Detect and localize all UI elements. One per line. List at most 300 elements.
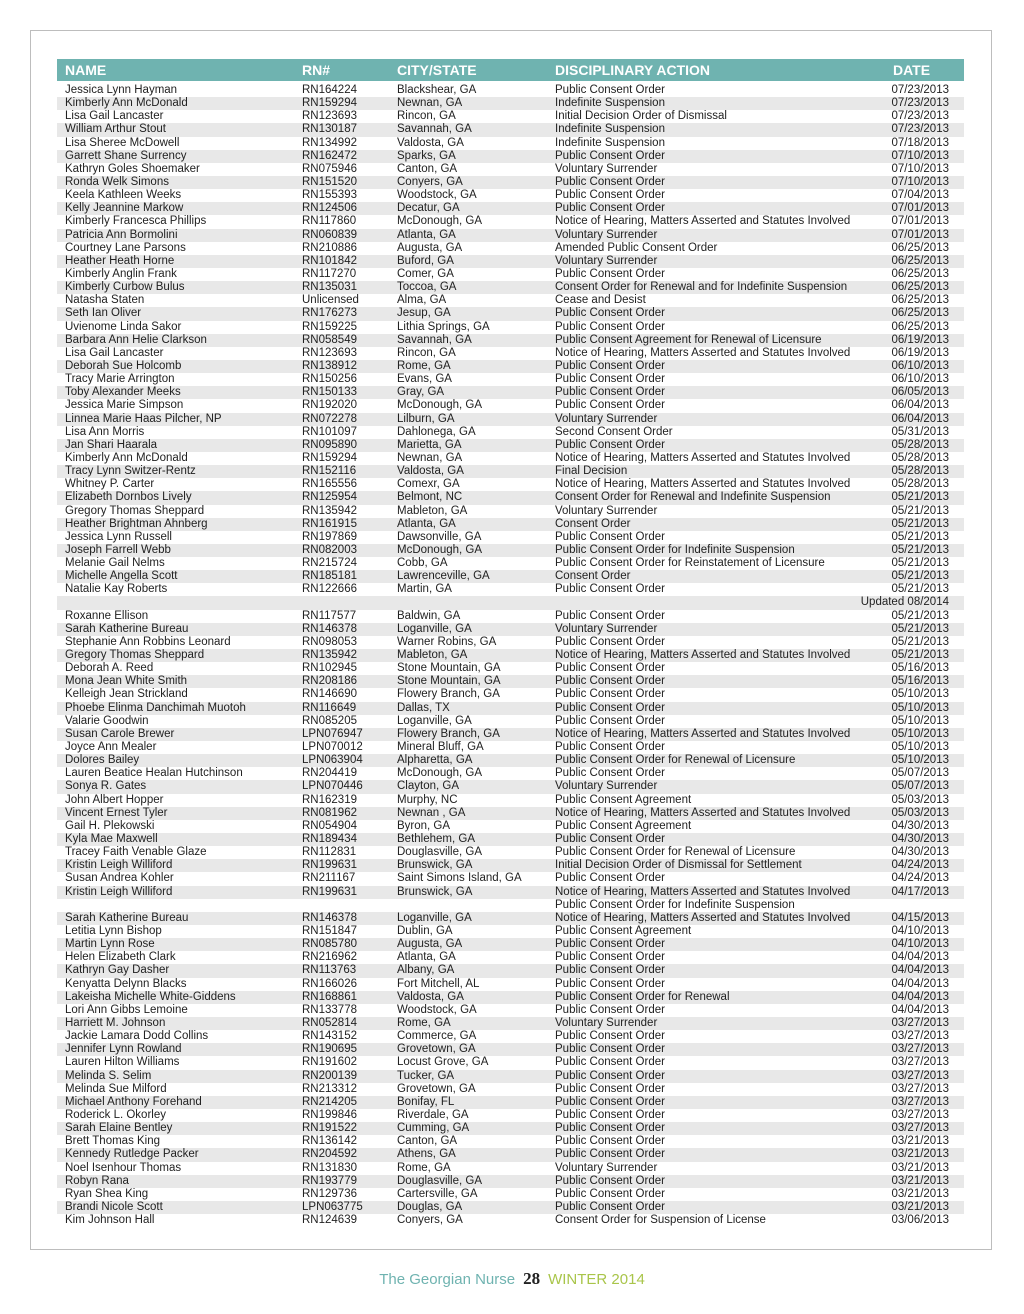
city-cell: Canton, GA xyxy=(397,1135,458,1148)
table-row xyxy=(57,307,964,320)
name-cell: Jackie Lamara Dodd Collins xyxy=(65,1030,209,1043)
name-cell: Melanie Gail Nelms xyxy=(65,557,165,570)
rn-cell: RN123693 xyxy=(302,346,357,359)
city-cell: Flowery Branch, GA xyxy=(397,727,500,740)
name-cell: Phoebe Elinma Danchimah Muotoh xyxy=(65,701,246,714)
date-cell: 04/04/2013 xyxy=(891,951,949,964)
name-cell: Kennedy Rutledge Packer xyxy=(65,1148,199,1161)
action-cell: Public Consent Order xyxy=(555,635,665,648)
table-row xyxy=(57,899,964,912)
table-row xyxy=(57,426,964,439)
date-cell: 05/07/2013 xyxy=(891,780,949,793)
header-rn: RN# xyxy=(302,62,331,78)
city-cell: Dawsonville, GA xyxy=(397,530,482,543)
name-cell: Stephanie Ann Robbins Leonard xyxy=(65,635,231,648)
city-cell: Lawrenceville, GA xyxy=(397,570,490,583)
date-cell: 05/10/2013 xyxy=(891,714,949,727)
city-cell: McDonough, GA xyxy=(397,543,483,556)
table-row xyxy=(57,1201,964,1214)
date-cell: 05/03/2013 xyxy=(891,806,949,819)
name-cell: Susan Andrea Kohler xyxy=(65,872,174,885)
rn-cell: RN072278 xyxy=(302,412,357,425)
table-row xyxy=(57,938,964,951)
city-cell: Jesup, GA xyxy=(397,307,451,320)
date-cell: 05/16/2013 xyxy=(891,675,949,688)
city-cell: Bethlehem, GA xyxy=(397,833,475,846)
table-row xyxy=(57,321,964,334)
city-cell: Atlanta, GA xyxy=(397,228,456,241)
rn-cell: RN135942 xyxy=(302,649,357,662)
table-row xyxy=(57,1214,964,1227)
name-cell: Kathryn Goles Shoemaker xyxy=(65,162,200,175)
action-cell: Notice of Hearing, Matters Asserted and Statutes Involved xyxy=(555,911,851,924)
date-cell: 07/18/2013 xyxy=(891,136,949,149)
city-cell: McDonough, GA xyxy=(397,399,483,412)
action-cell: Notice of Hearing, Matters Asserted and Statutes Involved xyxy=(555,806,851,819)
rn-cell: RN125954 xyxy=(302,491,357,504)
action-cell: Public Consent Order for Indefinite Suspension xyxy=(555,543,795,556)
name-cell: Melinda Sue Milford xyxy=(65,1082,167,1095)
rn-cell: RN098053 xyxy=(302,635,357,648)
action-cell: Public Consent Order xyxy=(555,1174,665,1187)
name-cell: Ryan Shea King xyxy=(65,1187,149,1200)
city-cell: Marietta, GA xyxy=(397,438,462,451)
table-row xyxy=(57,1148,964,1161)
name-cell: Lauren Hilton Williams xyxy=(65,1056,180,1069)
date-cell: 06/19/2013 xyxy=(891,333,949,346)
action-cell: Voluntary Surrender xyxy=(555,228,658,241)
name-cell: Linnea Marie Haas Pilcher, NP xyxy=(65,412,222,425)
date-cell: 07/10/2013 xyxy=(891,175,949,188)
issue-label: WINTER 2014 xyxy=(548,1271,645,1288)
action-cell: Public Consent Order xyxy=(555,951,665,964)
date-cell: 05/10/2013 xyxy=(891,741,949,754)
city-cell: Atlanta, GA xyxy=(397,517,456,530)
action-cell: Public Consent Order xyxy=(555,1003,665,1016)
city-cell: McDonough, GA xyxy=(397,215,483,228)
action-cell: Indefinite Suspension xyxy=(555,123,665,136)
date-cell: 03/27/2013 xyxy=(891,1016,949,1029)
name-cell: Brandi Nicole Scott xyxy=(65,1200,163,1213)
name-cell: Mona Jean White Smith xyxy=(65,675,188,688)
rn-cell: RN060839 xyxy=(302,228,357,241)
rn-cell: RN101097 xyxy=(302,425,357,438)
city-cell: Lithia Springs, GA xyxy=(397,320,490,333)
table-row xyxy=(57,583,964,596)
date-cell: 05/21/2013 xyxy=(891,543,949,556)
name-cell: John Albert Hopper xyxy=(65,793,164,806)
city-cell: Douglasville, GA xyxy=(397,846,483,859)
name-cell: Lauren Beatice Healan Hutchinson xyxy=(65,767,243,780)
table-row xyxy=(57,150,964,163)
rn-cell: RN152116 xyxy=(302,465,357,478)
rn-cell: RN151520 xyxy=(302,175,357,188)
rn-cell: RN122666 xyxy=(302,583,357,596)
date-cell: 03/27/2013 xyxy=(891,1122,949,1135)
city-cell: Commerce, GA xyxy=(397,1030,477,1043)
table-row xyxy=(57,163,964,176)
rn-cell: RN162472 xyxy=(302,149,357,162)
city-cell: Belmont, NC xyxy=(397,491,463,504)
rn-cell: RN143152 xyxy=(302,1030,357,1043)
table-row xyxy=(57,189,964,202)
date-cell: 05/10/2013 xyxy=(891,688,949,701)
name-cell: Susan Carole Brewer xyxy=(65,727,175,740)
action-cell: Voluntary Surrender xyxy=(555,254,658,267)
name-cell: Jan Shari Haarala xyxy=(65,438,158,451)
date-cell: 03/27/2013 xyxy=(891,1030,949,1043)
date-cell: 07/23/2013 xyxy=(891,123,949,136)
rn-cell: RN135942 xyxy=(302,504,357,517)
action-cell: Public Consent Order xyxy=(555,530,665,543)
city-cell: Locust Grove, GA xyxy=(397,1056,489,1069)
rn-cell: RN199631 xyxy=(302,859,357,872)
action-cell: Public Consent Order for Renewal xyxy=(555,990,730,1003)
name-cell: Tracy Lynn Switzer-Rentz xyxy=(65,465,196,478)
city-cell: Grovetown, GA xyxy=(397,1043,476,1056)
date-cell: 05/28/2013 xyxy=(891,478,949,491)
name-cell: Lisa Gail Lancaster xyxy=(65,110,164,123)
name-cell: Michael Anthony Forehand xyxy=(65,1095,202,1108)
city-cell: Valdosta, GA xyxy=(397,465,464,478)
rn-cell: RN185181 xyxy=(302,570,357,583)
date-cell: 03/21/2013 xyxy=(891,1161,949,1174)
date-cell: 04/30/2013 xyxy=(891,833,949,846)
date-cell: 04/24/2013 xyxy=(891,872,949,885)
city-cell: Loganville, GA xyxy=(397,911,472,924)
name-cell: Gregory Thomas Sheppard xyxy=(65,504,205,517)
action-cell: Voluntary Surrender xyxy=(555,1016,658,1029)
rn-cell: RN155393 xyxy=(302,189,357,202)
action-cell: Notice of Hearing, Matters Asserted and Statutes Involved xyxy=(555,478,851,491)
action-cell: Public Consent Order xyxy=(555,1187,665,1200)
city-cell: Loganville, GA xyxy=(397,714,472,727)
table-row xyxy=(57,1175,964,1188)
city-cell: Gray, GA xyxy=(397,386,445,399)
rn-cell: RN214205 xyxy=(302,1095,357,1108)
table-row xyxy=(57,1188,964,1201)
date-cell: 03/06/2013 xyxy=(891,1214,949,1227)
rn-cell: RN166026 xyxy=(302,977,357,990)
date-cell: 07/01/2013 xyxy=(891,228,949,241)
date-cell: 05/07/2013 xyxy=(891,767,949,780)
table-row xyxy=(57,1122,964,1135)
date-cell: 04/04/2013 xyxy=(891,990,949,1003)
name-cell: Kenyatta Delynn Blacks xyxy=(65,977,187,990)
city-cell: Albany, GA xyxy=(397,964,455,977)
city-cell: Warner Robins, GA xyxy=(397,635,497,648)
action-cell: Public Consent Order xyxy=(555,1122,665,1135)
table-row xyxy=(57,268,964,281)
city-cell: Conyers, GA xyxy=(397,1214,463,1227)
name-cell: Kyla Mae Maxwell xyxy=(65,833,158,846)
table-row xyxy=(57,202,964,215)
table-row xyxy=(57,702,964,715)
rn-cell: RN130187 xyxy=(302,123,357,136)
date-cell: 06/25/2013 xyxy=(891,281,949,294)
action-cell: Final Decision xyxy=(555,465,628,478)
name-cell: Roxanne Ellison xyxy=(65,609,149,622)
rn-cell: RN075946 xyxy=(302,162,357,175)
city-cell: Woodstock, GA xyxy=(397,189,477,202)
city-cell: Cumming, GA xyxy=(397,1122,470,1135)
action-cell: Cease and Desist xyxy=(555,294,646,307)
action-cell: Public Consent Order for Renewal of Licensure xyxy=(555,754,796,767)
date-cell: 03/27/2013 xyxy=(891,1108,949,1121)
action-cell: Public Consent Order xyxy=(555,1095,665,1108)
name-cell: Lisa Sheree McDowell xyxy=(65,136,180,149)
rn-cell: RN200139 xyxy=(302,1069,357,1082)
date-cell: 05/28/2013 xyxy=(891,451,949,464)
city-cell: Cartersville, GA xyxy=(397,1187,478,1200)
city-cell: Tucker, GA xyxy=(397,1069,455,1082)
name-cell: Kathryn Gay Dasher xyxy=(65,964,170,977)
name-cell: Toby Alexander Meeks xyxy=(65,386,181,399)
table-row xyxy=(57,715,964,728)
name-cell: Sarah Elaine Bentley xyxy=(65,1122,173,1135)
action-cell: Public Consent Agreement xyxy=(555,819,692,832)
action-cell: Public Consent Order xyxy=(555,320,665,333)
date-cell: 07/23/2013 xyxy=(891,97,949,110)
table-row xyxy=(57,531,964,544)
action-cell: Indefinite Suspension xyxy=(555,136,665,149)
rn-cell: RN216962 xyxy=(302,951,357,964)
city-cell: Savannah, GA xyxy=(397,333,472,346)
action-cell: Notice of Hearing, Matters Asserted and Statutes Involved xyxy=(555,346,851,359)
action-cell: Public Consent Order xyxy=(555,175,665,188)
table-row xyxy=(57,347,964,360)
table-row xyxy=(57,596,964,609)
table-row xyxy=(57,97,964,110)
city-cell: Dublin, GA xyxy=(397,925,453,937)
rn-cell: RN085780 xyxy=(302,938,357,951)
rn-cell: RN129736 xyxy=(302,1187,357,1200)
city-cell: Evans, GA xyxy=(397,373,452,386)
city-cell: Riverdale, GA xyxy=(397,1108,469,1121)
name-cell: Kristin Leigh Williford xyxy=(65,885,173,898)
rn-cell: RN117270 xyxy=(302,267,357,280)
action-cell: Public Consent Order xyxy=(555,741,665,754)
table-row xyxy=(57,84,964,97)
city-cell: Murphy, NC xyxy=(397,793,458,806)
action-cell: Public Consent Order xyxy=(555,1030,665,1043)
rn-cell: RN131830 xyxy=(302,1161,357,1174)
action-cell: Initial Decision Order of Dismissal xyxy=(555,110,727,123)
action-cell: Voluntary Surrender xyxy=(555,1161,658,1174)
city-cell: Douglas, GA xyxy=(397,1200,463,1213)
name-cell: Heather Heath Horne xyxy=(65,254,175,267)
rn-cell: RN168861 xyxy=(302,990,357,1003)
city-cell: Clayton, GA xyxy=(397,780,459,793)
rn-cell: RN204592 xyxy=(302,1148,357,1161)
table-row xyxy=(57,780,964,793)
date-cell: 03/21/2013 xyxy=(891,1135,949,1148)
name-cell: Noel Isenhour Thomas xyxy=(65,1161,182,1174)
header-action: DISCIPLINARY ACTION xyxy=(555,62,711,78)
header-name: NAME xyxy=(65,62,107,78)
city-cell: Blackshear, GA xyxy=(397,84,477,96)
rn-cell: RN102945 xyxy=(302,662,357,675)
name-cell: Uvienome Linda Sakor xyxy=(65,320,182,333)
city-cell: Rome, GA xyxy=(397,1016,451,1029)
name-cell: William Arthur Stout xyxy=(65,123,166,136)
city-cell: Dahlonega, GA xyxy=(397,425,476,438)
name-cell: Jessica Lynn Russell xyxy=(65,530,172,543)
name-cell: Natalie Kay Roberts xyxy=(65,583,168,596)
date-cell: 05/21/2013 xyxy=(891,517,949,530)
city-cell: Grovetown, GA xyxy=(397,1082,476,1095)
rn-cell: LPN063904 xyxy=(302,754,363,767)
name-cell: Joyce Ann Mealer xyxy=(65,741,157,754)
name-cell: Lakeisha Michelle White-Giddens xyxy=(65,990,236,1003)
action-cell: Public Consent Order xyxy=(555,1108,665,1121)
date-cell: 06/25/2013 xyxy=(891,307,949,320)
rn-cell: RN085205 xyxy=(302,714,357,727)
action-cell: Public Consent Order xyxy=(555,149,665,162)
rn-cell: RN165556 xyxy=(302,478,357,491)
table-row xyxy=(57,728,964,741)
action-cell: Public Consent Order xyxy=(555,938,665,951)
date-cell: 04/30/2013 xyxy=(891,846,949,859)
name-cell: Helen Elizabeth Clark xyxy=(65,951,176,964)
rn-cell: RN150256 xyxy=(302,373,357,386)
date-cell: 06/04/2013 xyxy=(891,399,949,412)
name-cell: Sonya R. Gates xyxy=(65,780,147,793)
rn-cell: RN124506 xyxy=(302,202,357,215)
date-cell: 06/25/2013 xyxy=(891,320,949,333)
action-cell: Voluntary Surrender xyxy=(555,162,658,175)
table-row xyxy=(57,123,964,136)
date-cell: 06/04/2013 xyxy=(891,412,949,425)
city-cell: Brunswick, GA xyxy=(397,859,473,872)
table-row xyxy=(57,623,964,636)
action-cell: Public Consent Order xyxy=(555,359,665,372)
rn-cell: RN162319 xyxy=(302,793,357,806)
table-row xyxy=(57,1043,964,1056)
header-city: CITY/STATE xyxy=(397,62,477,78)
rn-cell: RN146378 xyxy=(302,622,357,635)
date-cell: 04/10/2013 xyxy=(891,938,949,951)
rn-cell: RN204419 xyxy=(302,767,357,780)
date-cell: 06/10/2013 xyxy=(891,359,949,372)
name-cell: Gregory Thomas Sheppard xyxy=(65,649,205,662)
date-cell: 07/10/2013 xyxy=(891,162,949,175)
name-cell: Jennifer Lynn Rowland xyxy=(65,1043,182,1056)
name-cell: Kelleigh Jean Strickland xyxy=(65,688,188,701)
table-row xyxy=(57,675,964,688)
table-row xyxy=(57,754,964,767)
table-row xyxy=(57,1070,964,1083)
date-cell: 04/10/2013 xyxy=(891,925,949,937)
date-cell: 07/23/2013 xyxy=(891,84,949,96)
action-cell: Public Consent Order xyxy=(555,307,665,320)
name-cell: Kimberly Curbow Bulus xyxy=(65,281,185,294)
city-cell: Rincon, GA xyxy=(397,110,456,123)
rn-cell: RN136142 xyxy=(302,1135,357,1148)
table-row xyxy=(57,518,964,531)
action-cell: Public Consent Order xyxy=(555,1043,665,1056)
action-cell: Consent Order for Renewal and for Indefinite Suspension xyxy=(555,281,848,294)
date-cell: 06/25/2013 xyxy=(891,241,949,254)
action-cell: Voluntary Surrender xyxy=(555,504,658,517)
city-cell: Sparks, GA xyxy=(397,149,456,162)
table-row xyxy=(57,833,964,846)
action-cell: Public Consent Order xyxy=(555,714,665,727)
rn-cell: RN210886 xyxy=(302,241,357,254)
date-cell: 04/24/2013 xyxy=(891,859,949,872)
name-cell: Whitney P. Carter xyxy=(65,478,155,491)
action-cell: Public Consent Order xyxy=(555,1069,665,1082)
rn-cell: RN150133 xyxy=(302,386,357,399)
date-cell: 04/30/2013 xyxy=(891,819,949,832)
table-row xyxy=(57,886,964,899)
action-cell: Public Consent Order xyxy=(555,267,665,280)
name-cell: Joseph Farrell Webb xyxy=(65,543,171,556)
date-cell: 05/10/2013 xyxy=(891,754,949,767)
city-cell: Brunswick, GA xyxy=(397,885,473,898)
table-row xyxy=(57,807,964,820)
city-cell: Rome, GA xyxy=(397,359,451,372)
date-cell: 05/21/2013 xyxy=(891,635,949,648)
rn-cell: RN124639 xyxy=(302,1214,357,1227)
action-cell: Indefinite Suspension xyxy=(555,97,665,110)
city-cell: Valdosta, GA xyxy=(397,990,464,1003)
rn-cell: RN095890 xyxy=(302,438,357,451)
name-cell: Barbara Ann Helie Clarkson xyxy=(65,333,207,346)
table-row xyxy=(57,399,964,412)
table-row xyxy=(57,439,964,452)
name-cell: Sarah Katherine Bureau xyxy=(65,911,189,924)
table-row xyxy=(57,912,964,925)
table-row xyxy=(57,1030,964,1043)
action-cell: Public Consent Order xyxy=(555,662,665,675)
action-cell: Public Consent Order xyxy=(555,386,665,399)
table-row xyxy=(57,1109,964,1122)
name-cell: Keela Kathleen Weeks xyxy=(65,189,182,202)
action-cell: Voluntary Surrender xyxy=(555,622,658,635)
rn-cell: RN191602 xyxy=(302,1056,357,1069)
rn-cell: RN052814 xyxy=(302,1016,357,1029)
date-cell: 05/28/2013 xyxy=(891,438,949,451)
action-cell: Public Consent Order xyxy=(555,438,665,451)
action-cell: Public Consent Order xyxy=(555,872,665,885)
date-cell: 06/25/2013 xyxy=(891,254,949,267)
rn-cell: RN199846 xyxy=(302,1108,357,1121)
rn-cell: RN146690 xyxy=(302,688,357,701)
table-row xyxy=(57,544,964,557)
date-cell: 04/04/2013 xyxy=(891,964,949,977)
table-row xyxy=(57,413,964,426)
city-cell: Lilburn, GA xyxy=(397,412,455,425)
city-cell: Canton, GA xyxy=(397,162,458,175)
date-cell: 05/10/2013 xyxy=(891,701,949,714)
rn-cell: LPN070012 xyxy=(302,741,363,754)
action-cell: Public Consent Order xyxy=(555,609,665,622)
table-row xyxy=(57,649,964,662)
name-cell: Garrett Shane Surrency xyxy=(65,149,187,162)
date-cell: 03/27/2013 xyxy=(891,1095,949,1108)
rn-cell: RN135031 xyxy=(302,281,357,294)
city-cell: Martin, GA xyxy=(397,583,452,596)
city-cell: Saint Simons Island, GA xyxy=(397,872,522,885)
name-cell: Martin Lynn Rose xyxy=(65,938,155,951)
date-cell: 06/25/2013 xyxy=(891,267,949,280)
table-row xyxy=(57,242,964,255)
city-cell: Loganville, GA xyxy=(397,622,472,635)
action-cell: Public Consent Order xyxy=(555,583,665,596)
rn-cell: RN138912 xyxy=(302,359,357,372)
name-cell: Kimberly Anglin Frank xyxy=(65,267,177,280)
